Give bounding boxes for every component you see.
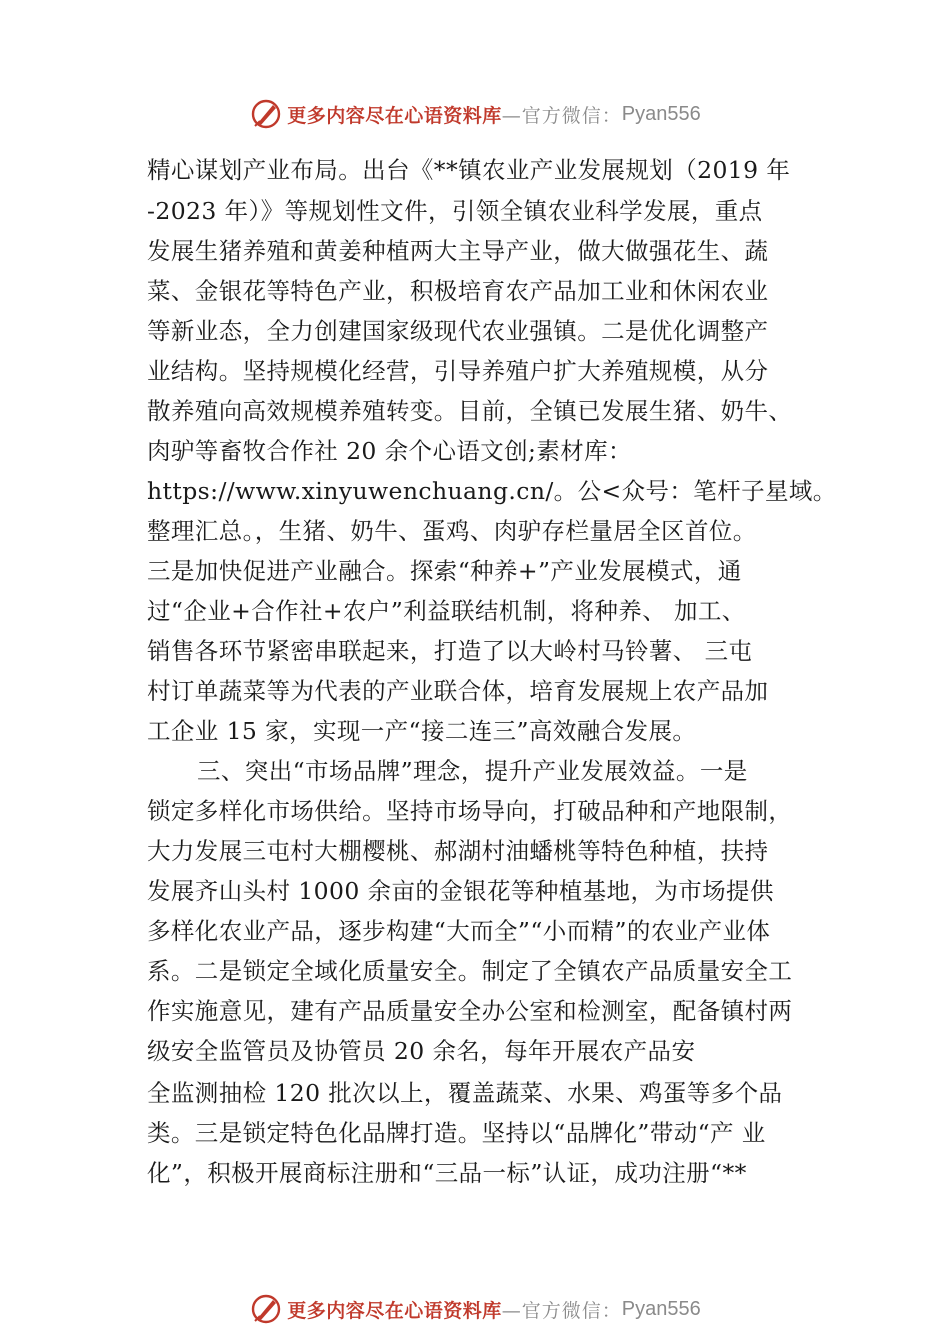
body-line: 级安全监管员及协管员 20 余名，每年开展农产品安 [147, 1037, 696, 1065]
body-line: 精心谋划产业布局。出台《**镇农业产业发展规划（2019 年 [147, 156, 791, 184]
body-line: 发展生猪养殖和黄姜种植两大主导产业，做大做强花生、蔬 [147, 237, 769, 265]
header-banner-label: —官方微信： [501, 104, 622, 127]
body-line: 菜、金银花等特色产业，积极培育农产品加工业和休闲农业 [147, 277, 769, 305]
body-line: 销售各环节紧密串联起来，打造了以大岭村马铃薯、 三屯 [147, 637, 753, 665]
body-line: 村订单蔬菜等为代表的产业联合体，培育发展规上农产品加 [147, 677, 769, 705]
body-line: 散养殖向高效规模养殖转变。目前，全镇已发展生猪、奶牛、 [147, 397, 793, 425]
body-line: 肉驴等畜牧合作社 20 余个心语文创;素材库： [147, 437, 632, 465]
quill-logo-icon [249, 97, 283, 131]
body-line: 化”，积极开展商标注册和“三品一标”认证，成功注册“** [147, 1159, 747, 1187]
section-heading-line: 三、突出“市场品牌”理念，提升产业发展效益。一是 [197, 757, 748, 785]
body-line: 锁定多样化市场供给。坚持市场导向，打破品种和产地限制， [147, 797, 793, 825]
header-banner [0, 94, 950, 134]
body-line: 大力发展三屯村大棚樱桃、郝湖村油蟠桃等特色种植，扶持 [147, 837, 769, 865]
body-line: 等新业态，全力创建国家级现代农业强镇。二是优化调整产 [147, 317, 769, 345]
body-line: 过“企业+合作社+农户”利益联结机制，将种养、 加工、 [147, 597, 746, 625]
footer-banner [0, 1289, 950, 1329]
body-line: 三是加快促进产业融合。探索“种养+”产业发展模式，通 [147, 557, 742, 585]
body-line: 工企业 15 家，实现一产“接二连三”高效融合发展。 [147, 717, 697, 745]
body-line: 全监测抽检 120 批次以上，覆盖蔬菜、水果、鸡蛋等多个品 [147, 1079, 783, 1107]
body-line: 业结构。坚持规模化经营，引导养殖户扩大养殖规模，从分 [147, 357, 769, 385]
header-banner-title: 更多内容尽在心语资料库 [287, 104, 502, 127]
header-banner-handle: Pyan556 [621, 102, 701, 125]
footer-banner-label: —官方微信： [501, 1299, 622, 1322]
body-line: https://www.xinyuwenchuang.cn/。公<众号：笔杆子星域。 [147, 477, 837, 505]
body-line: 作实施意见，建有产品质量安全办公室和检测室，配备镇村两 [147, 997, 793, 1025]
footer-banner-handle: Pyan556 [621, 1297, 701, 1320]
body-line: 多样化农业产品，逐步构建“大而全”“小而精”的农业产业体 [147, 917, 771, 945]
body-line: 整理汇总。，生猪、奶牛、蛋鸡、肉驴存栏量居全区首位。 [147, 517, 757, 545]
body-line: 系。二是锁定全域化质量安全。制定了全镇农产品质量安全工 [147, 957, 793, 985]
footer-banner-title: 更多内容尽在心语资料库 [287, 1299, 502, 1322]
quill-logo-icon [249, 1292, 283, 1326]
body-line: 发展齐山头村 1000 余亩的金银花等种植基地，为市场提供 [147, 877, 774, 905]
body-line: 类。三是锁定特色化品牌打造。坚持以“品牌化”带动“产 业 [147, 1119, 766, 1147]
body-line: -2023 年）》等规划性文件，引领全镇农业科学发展，重点 [147, 197, 763, 225]
